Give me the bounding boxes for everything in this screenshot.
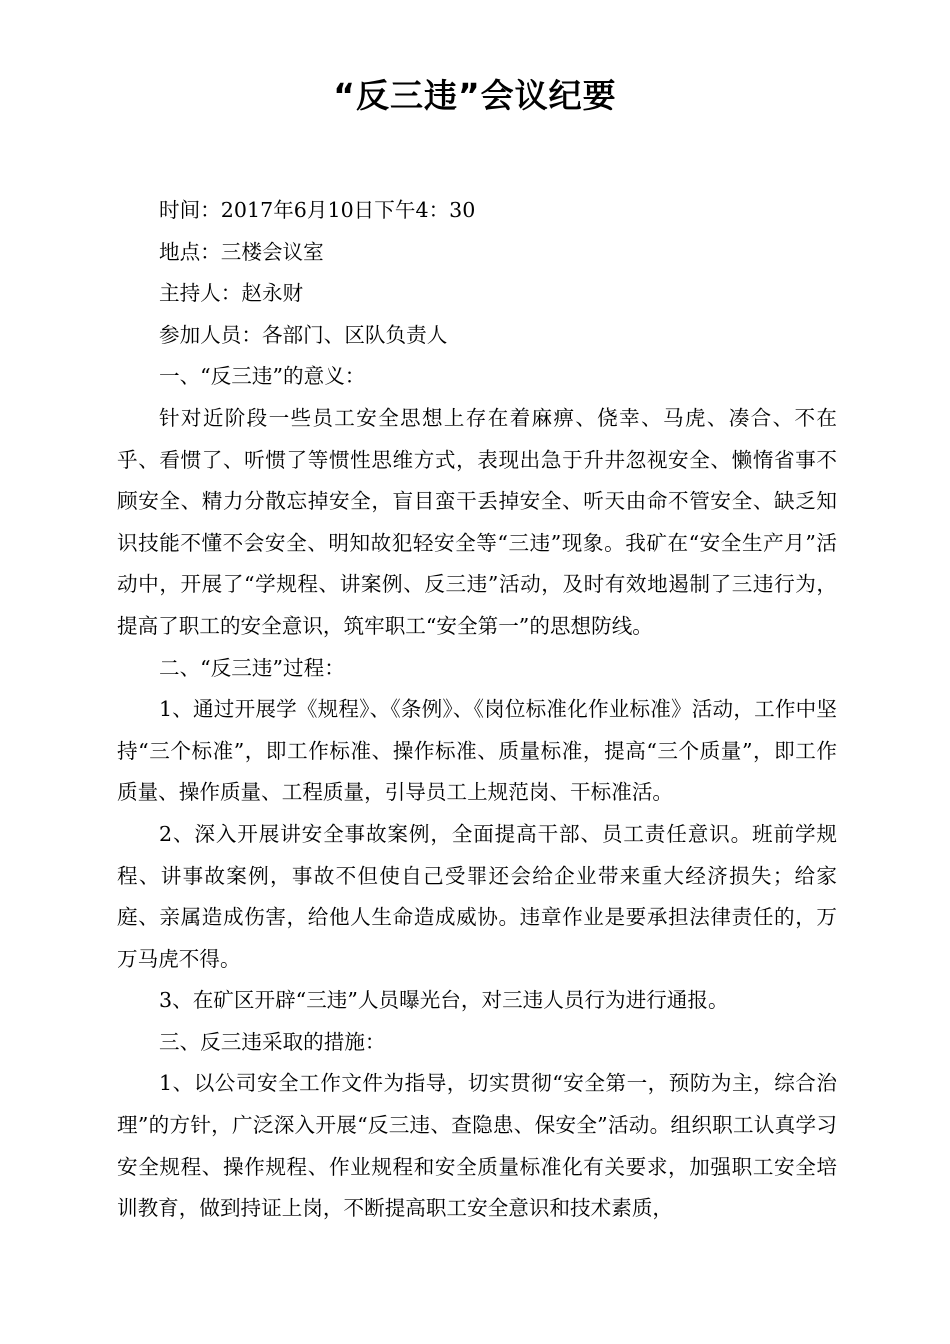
document-body	[117, 190, 837, 1230]
document-title: “反三违”会议纪要	[333, 76, 617, 115]
paragraph: 1、通过开展学《规程》、《条例》、《岗位标准化作业标准》活动，工作中坚持“三个标准”，即工作标准、操作标准、质量标准，提高“三个质量”，即工作质量、操作质量、工程质量，引导员工上规范岗、干标准活。	[117, 697, 837, 805]
meta-host: 主持人：赵永财	[159, 281, 304, 306]
section-heading: 二、“反三违”过程：	[159, 655, 345, 680]
section-heading: 一、“反三违”的意义：	[159, 364, 366, 389]
meta-time: 时间：2017年6月10日下午4：30	[159, 198, 476, 222]
meta-attendees: 参加人员：各部门、区队负责人	[159, 322, 448, 347]
paragraph: 针对近阶段一些员工安全思想上存在着麻痹、侥幸、马虎、凑合、不在乎、看惯了、听惯了等惯性思维方式，表现出急于升井忽视安全、懒惰省事不顾安全、精力分散忘掉安全，盲目蛮干丢掉安全、听天由命不管安全、缺乏知识技能不懂不会安全、明知故犯轻安全等“三违”现象。我矿在“安全生产月”活动中，开展了“学规程、讲案例、反三违”活动，及时有效地遏制了三违行为，提高了职工的安全意识，筑牢职工“安全第一”的思想防线。	[117, 405, 837, 638]
meta-place: 地点：三楼会议室	[159, 239, 324, 264]
paragraph: 3、在矿区开辟“三违”人员曝光台，对三违人员行为进行通报。	[159, 988, 729, 1013]
paragraph: 1、以公司安全工作文件为指导，切实贯彻“安全第一，预防为主，综合治理”的方针，广泛深入开展“反三违、查隐患、保安全”活动。组织职工认真学习安全规程、操作规程、作业规程和安全质量标准化有关要求，加强职工安全培训教育，做到持证上岗，不断提高职工安全意识和技术素质，	[117, 1071, 837, 1221]
section-heading: 三、反三违采取的措施：	[159, 1029, 386, 1054]
paragraph: 2、深入开展讲安全事故案例，全面提高干部、员工责任意识。班前学规程、讲事故案例，事故不但使自己受罪还会给企业带来重大经济损失；给家庭、亲属造成伤害，给他人生命造成威协。违章作业是要承担法律责任的，万万马虎不得。	[117, 821, 837, 971]
